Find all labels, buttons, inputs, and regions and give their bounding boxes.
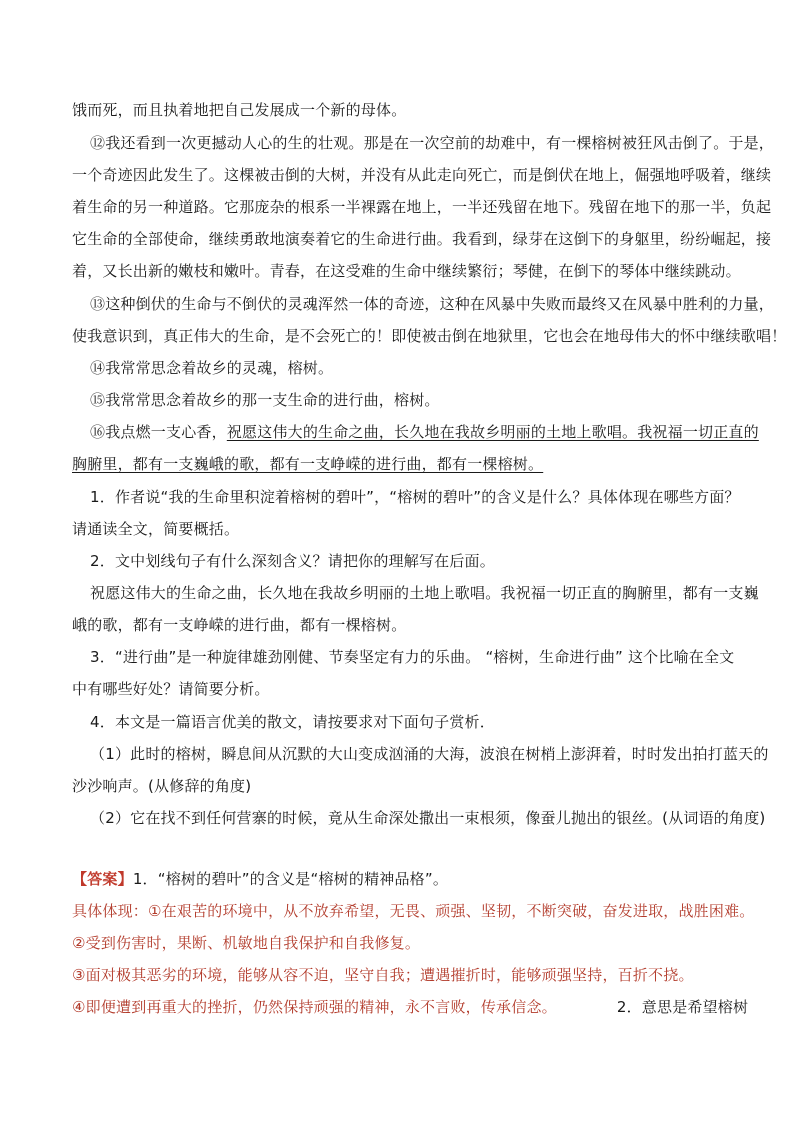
answer-1-item-3: ③面对极其恶劣的环境，能够从容不迫，坚守自我；遭遇摧折时，能够顽强坚持，百折不挠。 <box>72 966 694 984</box>
paragraph-12-line-5: 着，又长出新的嫩枝和嫩叶。青春，在这受难的生命中继续繁衍；琴健，在倒下的琴体中继续跳动。 <box>72 262 741 280</box>
underlined-sentence-part-2: 胸腑里，都有一支巍峨的歌，都有一支峥嵘的进行曲，都有一棵榕树。 <box>72 455 544 473</box>
answer-line-1 <box>72 869 448 889</box>
question-3-line-2: 中有哪些好处？请简要分析。 <box>72 680 270 698</box>
paragraph-12-line-4: 它生命的全部使命，继续勇敢地演奏着它的生命进行曲。我看到，绿芽在这倒下的身躯里，纷纷崛起，接 <box>72 230 772 248</box>
answer-1-detail-prefix: 具体体现： <box>72 902 149 920</box>
paragraph-12-line-2: 一个奇迹因此发生了。这棵被击倒的大树，并没有从此走向死亡，而是倒伏在地上，倔强地呼吸着，继续 <box>72 166 772 184</box>
question-3-line-1: 3．“进行曲”是一种旋律雄劲刚健、节奏坚定有力的乐曲。 “榕树，生命进行曲” 这个比喻在全文 <box>90 648 735 666</box>
paragraph-15: ⑮我常常思念着故乡的那一支生命的进行曲，榕树。 <box>90 391 440 409</box>
question-4-1-line-2: 沙沙响声。(从修辞的角度) <box>72 777 252 795</box>
answer-1-item-1: ①在艰苦的环境中，从不放弃希望，无畏、顽强、坚韧，不断突破，奋发进取，战胜困难。 <box>148 902 755 920</box>
paragraph-13-line-2: 使我意识到，真正伟大的生命，是不会死亡的！即使被击倒在地狱里，它也会在地母伟大的怀中继续歌唱！ <box>72 327 787 345</box>
question-2-quote-line-1: 祝愿这伟大的生命之曲，长久地在我故乡明丽的土地上歌唱。我祝福一切正直的胸腑里，都有一支巍 <box>90 584 759 602</box>
answer-1-item-2: ②受到伤害时，果断、机敏地自我保护和自我修复。 <box>72 934 421 952</box>
answer-2-start: 2．意思是希望榕树 <box>616 998 749 1016</box>
question-4-2: （2）它在找不到任何营寨的时候，竟从生命深处撒出一束根须，像蚕儿抛出的银丝。(从词语的角度) <box>90 809 766 827</box>
answer-1-detail <box>72 901 754 921</box>
answer-1-head: 1．“榕树的碧叶”的含义是“榕树的精神品格”。 <box>132 870 449 888</box>
paragraph-12-line-1: ⑫我还看到一次更撼动人心的生的壮观。那是在一次空前的劫难中，有一棵榕树被狂风击倒了。于是， <box>90 134 775 152</box>
paragraph-14: ⑭我常常思念着故乡的灵魂，榕树。 <box>90 359 334 377</box>
paragraph-12-line-3: 着生命的另一种道路。它那庞杂的根系一半裸露在地上，一半还残留在地下。残留在地下的那一半，负起 <box>72 198 772 216</box>
answer-last-line <box>72 997 748 1017</box>
question-1-line-1: 1．作者说“我的生命里积淀着榕树的碧叶”，“榕树的碧叶”的含义是什么？具体体现在哪些方面？ <box>90 488 740 506</box>
question-1-line-2: 请通读全文，简要概括。 <box>72 520 240 538</box>
answer-1-item-4: ④即便遭到再重大的挫折，仍然保持顽强的精神，永不言败，传承信念。 <box>72 998 557 1016</box>
paragraph-16-line-1 <box>90 422 759 442</box>
paragraph-13-line-1: ⑬这种倒伏的生命与不倒伏的灵魂浑然一体的奇迹，这种在风暴中失败而最终又在风暴中胜利的力量， <box>90 295 775 313</box>
underlined-sentence-part-1: 祝愿这伟大的生命之曲，长久地在我故乡明丽的土地上歌唱。我祝福一切正直的 <box>226 423 759 441</box>
paragraph-16-prefix: ⑯我点燃一支心香， <box>90 423 227 441</box>
question-2: 2．文中划线句子有什么深刻含义？请把你的理解写在后面。 <box>90 552 495 570</box>
question-4: 4．本文是一篇语言优美的散文，请按要求对下面句子赏析． <box>90 713 495 731</box>
question-2-quote-line-2: 峨的歌，都有一支峥嵘的进行曲，都有一棵榕树。 <box>72 616 407 634</box>
answer-label: 【答案】 <box>72 870 133 888</box>
paragraph-11-tail: 饿而死，而且执着地把自己发展成一个新的母体。 <box>72 101 407 119</box>
question-4-1-line-1: （1）此时的榕树，瞬息间从沉默的大山变成汹涌的大海，波浪在树梢上澎湃着，时时发出拍打蓝天的 <box>90 745 769 763</box>
